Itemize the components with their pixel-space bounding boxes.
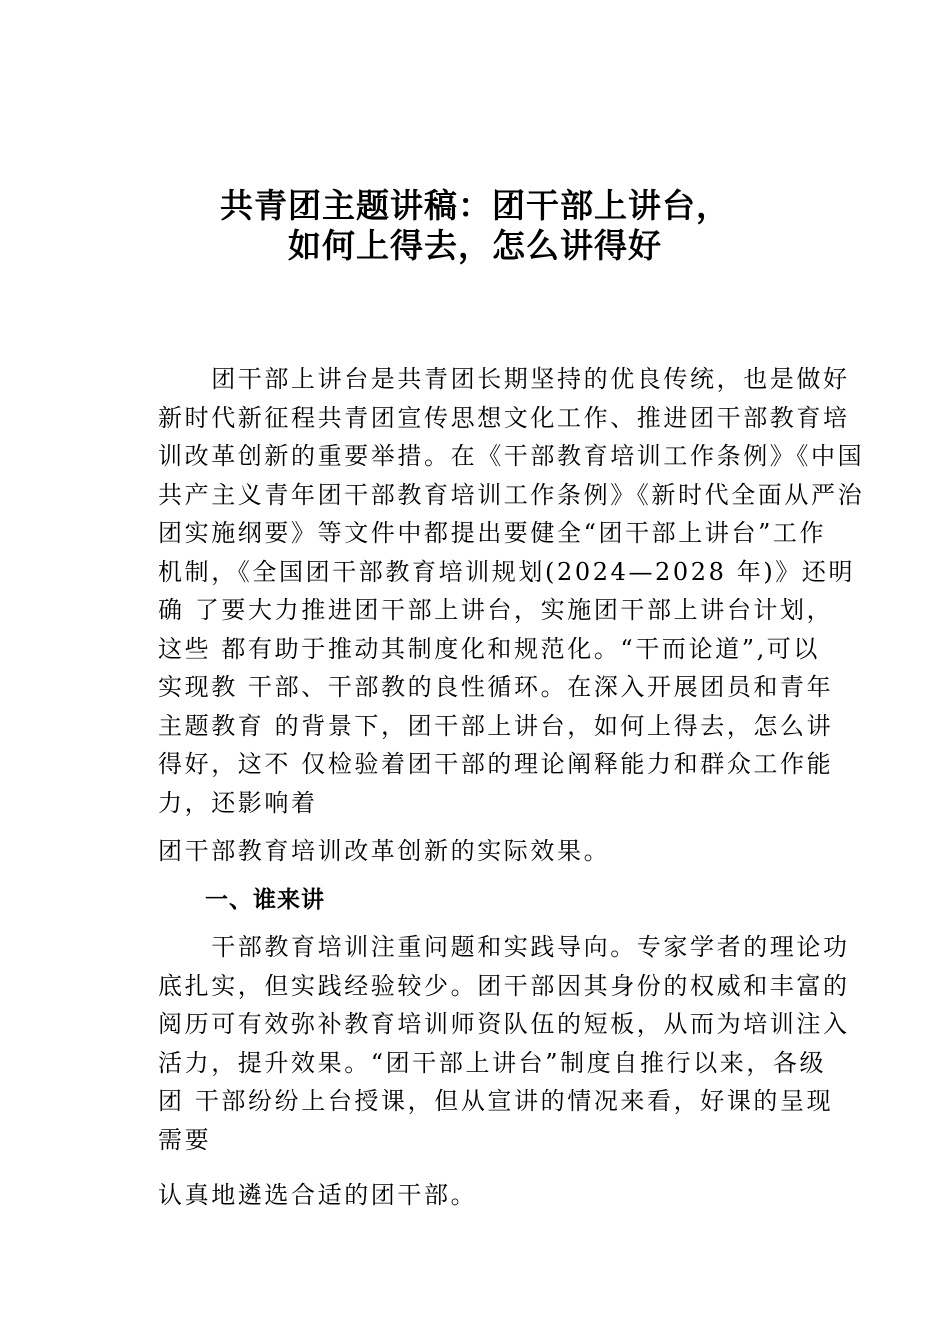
paragraph-who-speaks (158, 928, 850, 1159)
paragraph-line: 训改革创新的重要举措。在《干部教育培训工作条例》《中国 (158, 442, 865, 470)
paragraph-line: 共产主义青年团干部教育培训工作条例》《新时代全面从严治 (158, 480, 865, 509)
paragraph-line: 确 了要大力推进团干部上讲台，实施团干部上讲台计划， (158, 596, 834, 624)
paragraph-line: 需要 (158, 1125, 212, 1154)
paragraph-who-speaks-tail: 认真地遴选合适的团干部。 (158, 1181, 478, 1209)
paragraph-intro-tail: 团干部教育培训改革创新的实际效果。 (158, 837, 611, 865)
paragraph-line: 机制，《全国团干部教育培训规划(2024—2028 年)》还明 (158, 557, 856, 586)
paragraph-line: 底扎实，但实践经验较少。团干部因其身份的权威和丰富的 (158, 971, 850, 1000)
paragraph-line: 得好，这不 仅检验着团干部的理论阐释能力和群众工作能 (158, 750, 834, 778)
paragraph-line: 新时代新征程共青团宣传思想文化工作、推进团干部教育培 (158, 403, 850, 432)
paragraph-line: 力，还影响着 (158, 788, 318, 817)
paragraph-line: 活力，提升效果。“团干部上讲台”制度自推行以来，各级 (158, 1048, 827, 1077)
paragraph-intro (158, 360, 865, 822)
title-line-1: 共青团主题讲稿：团干部上讲台， (220, 186, 730, 225)
title-line-2: 如何上得去，怎么讲得好 (288, 226, 662, 265)
paragraph-line: 团 干部纷纷上台授课，但从宣讲的情况来看，好课的呈现 (158, 1087, 834, 1115)
document-title (0, 186, 950, 266)
section-heading: 一、谁来讲 (205, 887, 325, 913)
paragraph-line: 团干部上讲台是共青团长期坚持的优良传统，也是做好 (158, 365, 850, 393)
paragraph-line: 阅历可有效弥补教育培训师资队伍的短板，从而为培训注入 (158, 1010, 850, 1038)
paragraph-line: 这些 都有助于推动其制度化和规范化。“干而论道”,可以 (158, 634, 820, 663)
paragraph-line: 实现教 干部、干部教的良性循环。在深入开展团员和青年 (158, 673, 834, 701)
paragraph-line: 团实施纲要》等文件中都提出要健全“团干部上讲台”工作 (158, 519, 827, 547)
paragraph-line: 干部教育培训注重问题和实践导向。专家学者的理论功 (158, 933, 850, 961)
paragraph-line: 主题教育 的背景下，团干部上讲台，如何上得去，怎么讲 (158, 711, 834, 740)
